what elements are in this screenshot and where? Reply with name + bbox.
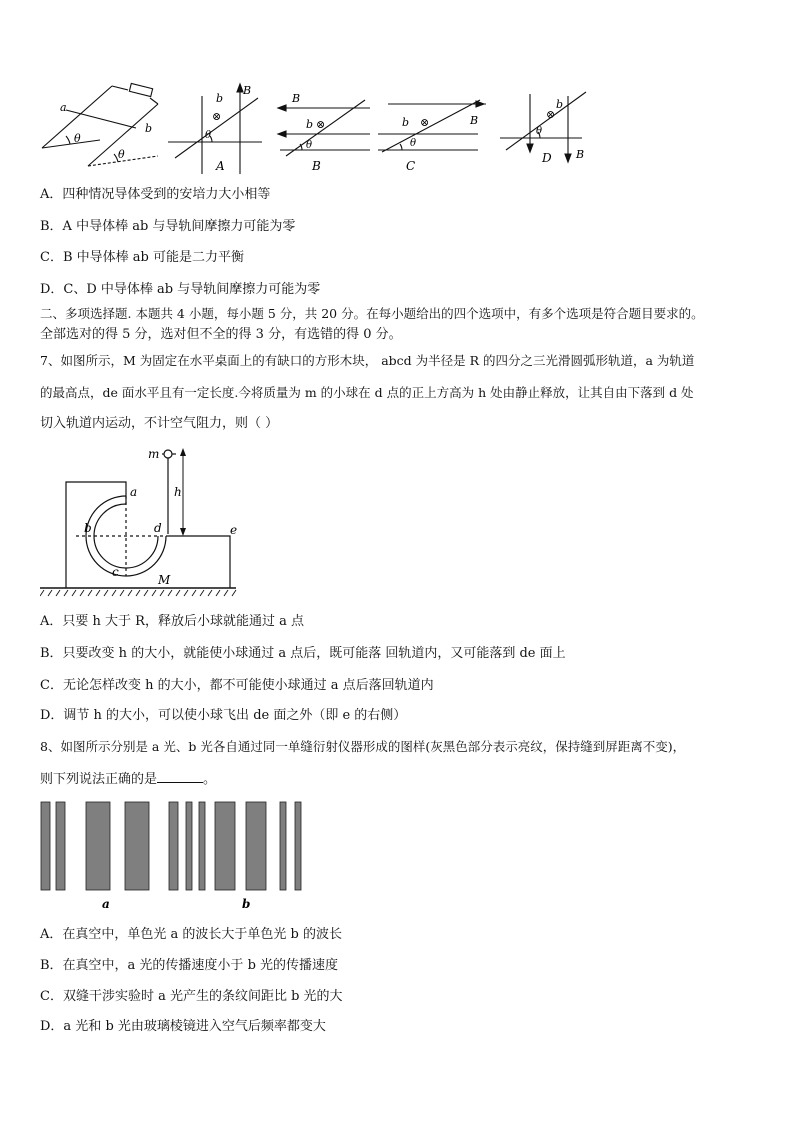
diagram-b-b: b — [306, 118, 314, 131]
q8-stem-prefix: 则下列说法正确的是 — [40, 772, 158, 787]
pattern-a-central-fringe — [86, 802, 110, 890]
q7-stem-line1: 7、如图所示，M 为固定在水平桌面上的有缺口的方形木块， abcd 为半径是 R 的四分之三光滑圆弧形轨道，a 为轨道 — [40, 353, 695, 368]
diagram-d-B: B — [576, 148, 585, 161]
incline-theta: θ — [74, 132, 81, 145]
q7-label-e: e — [230, 523, 238, 537]
incline-b: b — [145, 122, 153, 135]
incline-theta-2: θ — [118, 148, 125, 161]
q7-label-a: a — [130, 485, 138, 499]
q7-stem-line2: 的最高点，de 面水平且有一定长度.今将质量为 m 的小球在 d 点的正上方高为 h 处由静止释放，让其自由下落到 d 处 — [40, 385, 694, 400]
q7-stem-line3: 切入轨道内运动，不计空气阻力，则（ ） — [40, 416, 279, 431]
diagram-b-B: B — [292, 92, 301, 105]
q7-label-c: c — [112, 565, 119, 579]
q8-stem-line1: 8、如图所示分别是 a 光、b 光各自通过同一单缝衍射仪器形成的图样(灰黑色部分表示亮纹，保持缝到屏距离不变)， — [40, 739, 686, 754]
diagram-c-B: B — [470, 114, 479, 127]
pattern-a-fringe-4 — [169, 802, 178, 890]
diagram-a-b: b — [216, 92, 224, 105]
pattern-a-fringe-1 — [41, 802, 50, 890]
q7-label-h: h — [174, 485, 182, 499]
section2-line1: 二、多项选择题. 本题共 4 小题，每小题 5 分，共 20 分。在每小题给出的四个选项中，有多个选项是符合题目要求的。 — [40, 306, 704, 321]
pattern-b-central-fringe — [215, 802, 235, 890]
q7-figure — [40, 440, 250, 600]
q6-option-c: C．B 中导体棒 ab 可能是二力平衡 — [40, 250, 244, 265]
pattern-a-fringe-3 — [125, 802, 149, 890]
q7-option-b: B．只要改变 h 的大小，就能使小球通过 a 点后，既可能落 回轨道内，又可能落到 de 面上 — [40, 646, 566, 661]
q8-stem-line2 — [40, 770, 216, 789]
diagram-d-field-symbol: ⊗ — [546, 108, 556, 121]
diagram-d-b: b — [556, 98, 564, 111]
diagram-a — [168, 84, 262, 174]
diagram-c-theta: θ — [410, 138, 417, 149]
pattern-b-fringe-5 — [295, 802, 301, 890]
ball — [164, 450, 172, 458]
diagram-d-label: D — [542, 151, 552, 165]
diagram-a-field-symbol: ⊗ — [212, 110, 222, 123]
pattern-a — [41, 802, 178, 890]
q6-option-d: D．C、D 中导体棒 ab 与导轨间摩擦力可能为零 — [40, 282, 321, 297]
q8-option-c: C．双缝干涉实验时 a 光产生的条纹间距比 b 光的大 — [40, 989, 343, 1004]
pattern-b-fringe-2 — [199, 802, 205, 890]
incline-diagram — [42, 83, 158, 166]
pattern-b-fringe-3 — [246, 802, 266, 890]
diagram-b-field-symbol: ⊗ — [316, 118, 326, 131]
q7-label-b: b — [84, 521, 92, 535]
pattern-b-fringe-1 — [186, 802, 192, 890]
q8-diffraction-figure — [36, 798, 312, 914]
diagram-b-label: B — [312, 159, 321, 173]
diagram-a-B: B — [243, 84, 252, 97]
q7-label-m: m — [148, 447, 160, 461]
q7-option-c: C．无论怎样改变 h 的大小，都不可能使小球通过 a 点后落回轨道内 — [40, 678, 434, 693]
diagram-b-theta: θ — [306, 140, 313, 151]
q8-option-d: D．a 光和 b 光由玻璃棱镜进入空气后频率都变大 — [40, 1019, 326, 1034]
q7-option-d: D．调节 h 的大小，可以使小球飞出 de 面之外（即 e 的右侧） — [40, 708, 407, 723]
diagram-a-theta: θ — [205, 130, 212, 141]
diagram-c-field-symbol: ⊗ — [420, 116, 430, 129]
q8-stem-suffix: 。 — [203, 772, 217, 787]
q7-label-d: d — [154, 521, 162, 535]
q8-option-a: A．在真空中，单色光 a 的波长大于单色光 b 的波长 — [40, 927, 342, 942]
section2-line2: 全部选对的得 5 分，选对但不全的得 3 分，有选错的得 0 分。 — [40, 327, 402, 342]
pattern-b-label: b — [242, 897, 251, 911]
diagram-c-label: C — [406, 159, 416, 173]
answer-blank[interactable] — [157, 770, 203, 783]
pattern-a-fringe-2 — [56, 802, 65, 890]
q6-figures — [30, 78, 600, 180]
h-arrow-down — [180, 528, 186, 536]
diagram-c-b: b — [402, 116, 410, 129]
q8-option-b: B．在真空中，a 光的传播速度小于 b 光的传播速度 — [40, 958, 339, 973]
diagram-d-theta: θ — [536, 126, 543, 137]
pattern-b — [186, 802, 301, 890]
diagram-a-label: A — [216, 159, 225, 173]
q6-option-a: A．四种情况导体受到的安培力大小相等 — [40, 187, 271, 202]
pattern-a-label: a — [102, 897, 110, 911]
q7-option-a: A．只要 h 大于 R，释放后小球就能通过 a 点 — [40, 614, 304, 629]
q6-option-b: B．A 中导体棒 ab 与导轨间摩擦力可能为零 — [40, 219, 296, 234]
pattern-b-fringe-4 — [280, 802, 286, 890]
incline-a: a — [60, 101, 67, 114]
q7-label-M: M — [158, 573, 171, 587]
